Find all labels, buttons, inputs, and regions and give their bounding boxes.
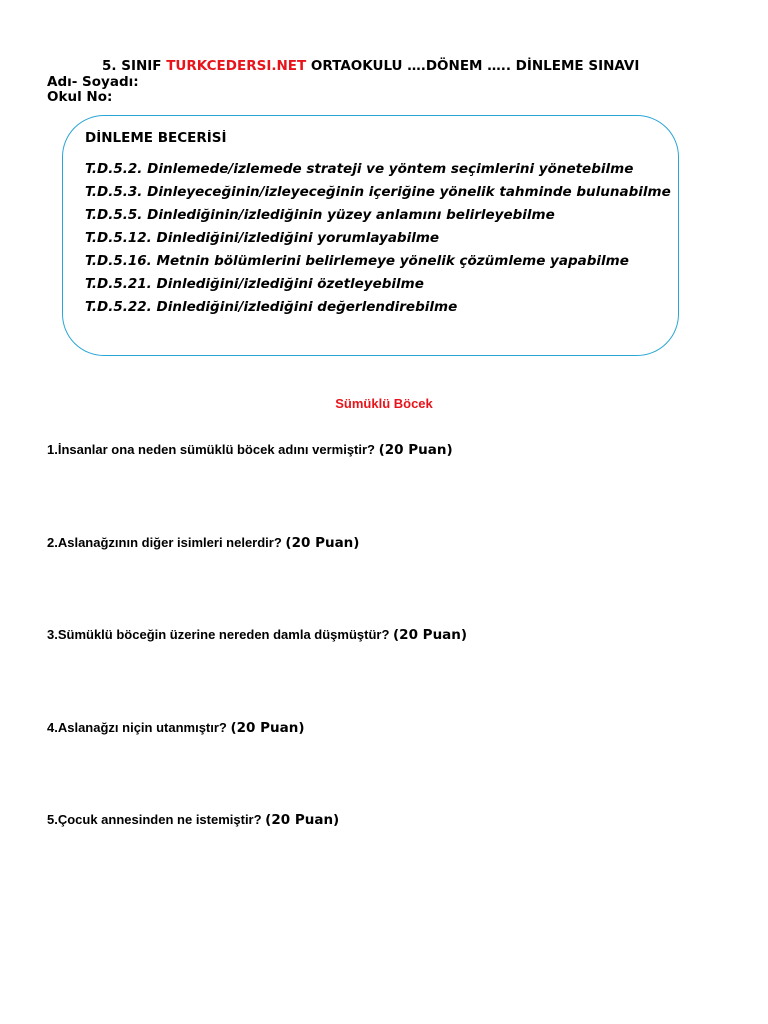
question-points: (20 Puan) <box>378 442 453 458</box>
title-suffix: ORTAOKULU ….DÖNEM ….. DİNLEME SINAVI <box>306 58 640 74</box>
question-points: (20 Puan) <box>285 535 360 551</box>
question-text: 1.İnsanlar ona neden sümüklü böcek adını vermiştir? <box>47 442 379 457</box>
question-points: (20 Puan) <box>393 627 468 643</box>
skills-heading: DİNLEME BECERİSİ <box>85 130 227 146</box>
skills-list <box>85 162 675 315</box>
question-2 <box>47 535 359 551</box>
question-points: (20 Puan) <box>265 812 340 828</box>
story-title: Sümüklü Böcek <box>335 396 433 411</box>
skill-item: T.D.5.2. Dinlemede/izlemede strateji ve yöntem seçimlerini yönetebilme <box>85 161 634 177</box>
title-prefix: 5. SINIF <box>102 58 167 74</box>
question-text: 2.Aslanağzının diğer isimleri nelerdir? <box>47 535 286 550</box>
brand-name: TURKCEDERSI.NET <box>166 58 307 74</box>
skill-item: T.D.5.21. Dinlediğini/izlediğini özetleyebilme <box>85 276 424 292</box>
question-4 <box>47 720 305 736</box>
skill-item: T.D.5.12. Dinlediğini/izlediğini yorumlayabilme <box>85 230 440 246</box>
skills-content <box>85 130 675 342</box>
question-1 <box>47 442 453 458</box>
question-5 <box>47 812 339 828</box>
question-3 <box>47 627 467 643</box>
question-text: 4.Aslanağzı niçin utanmıştır? <box>47 720 231 735</box>
school-number-label: Okul No: <box>47 89 113 105</box>
skill-item: T.D.5.22. Dinlediğini/izlediğini değerlendirebilme <box>85 299 458 315</box>
exam-title <box>102 58 639 74</box>
question-text: 3.Sümüklü böceğin üzerine nereden damla düşmüştür? <box>47 627 394 642</box>
skill-item: T.D.5.16. Metnin bölümlerini belirlemeye yönelik çözümleme yapabilme <box>85 253 629 269</box>
student-name-label: Adı- Soyadı: <box>47 74 139 90</box>
question-text: 5.Çocuk annesinden ne istemiştir? <box>47 812 266 827</box>
skill-item: T.D.5.5. Dinlediğinin/izlediğinin yüzey anlamını belirleyebilme <box>85 207 555 223</box>
skill-item: T.D.5.3. Dinleyeceğinin/izleyeceğinin içeriğine yönelik tahminde bulunabilme <box>85 184 671 200</box>
skills-box <box>62 115 679 356</box>
question-points: (20 Puan) <box>230 720 305 736</box>
